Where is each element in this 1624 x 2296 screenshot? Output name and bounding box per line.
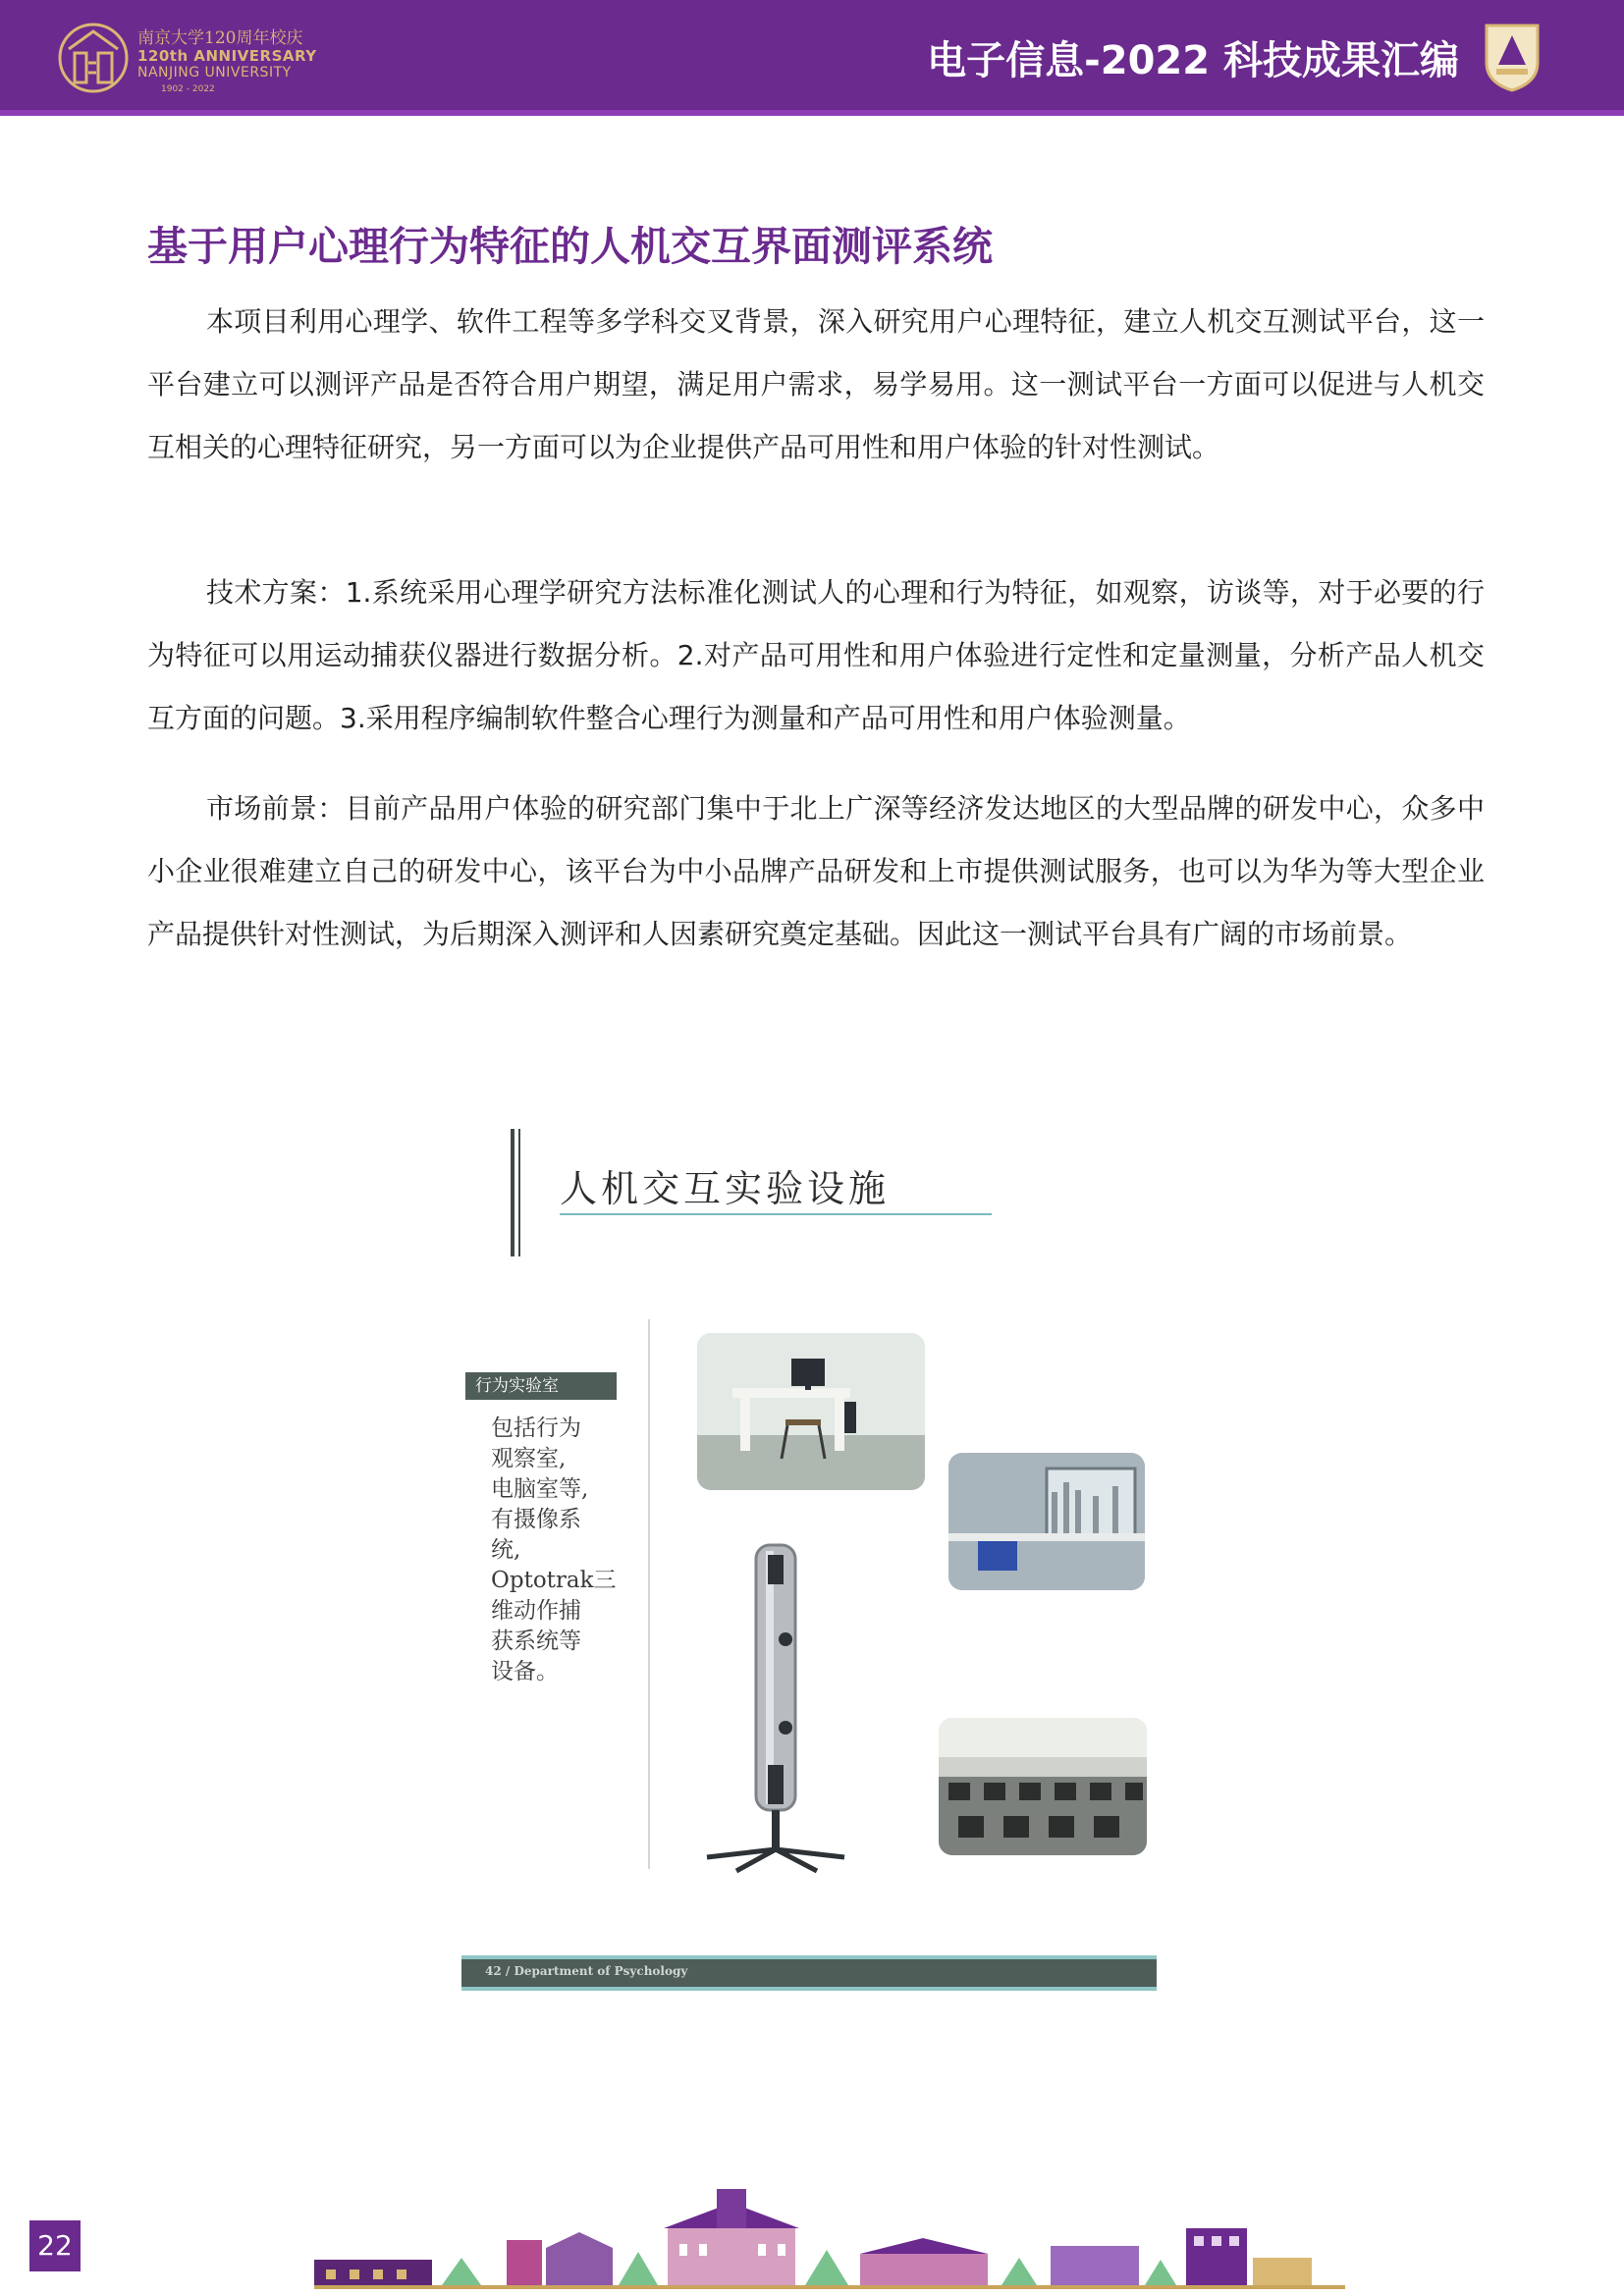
anniversary-logo xyxy=(55,20,317,102)
campus-skyline-decoration xyxy=(314,2189,1345,2296)
intro-paragraph: 本项目利用心理学、软件工程等多学科交叉背景，深入研究用户心理特征，建立人机交互测试平台，这一平台建立可以测评产品是否符合用户期望，满足用户需求，易学易用。这一测试平台一方面可以促进与人机交互相关的心理特征研究，另一方面可以为企业提供产品可用性和用户体验的针对性测试。 xyxy=(147,305,1485,463)
logo-line-1: 南京大学120周年校庆 xyxy=(137,28,303,48)
article-title: 基于用户心理行为特征的人机交互界面测评系统 xyxy=(147,223,993,270)
logo-line-2: 120th ANNIVERSARY xyxy=(137,47,317,65)
figure-title: 人机交互实验设施 xyxy=(560,1167,891,1210)
page-header xyxy=(0,0,1624,116)
figure-title-underline xyxy=(560,1213,992,1215)
market-outlook-paragraph: 市场前景：目前产品用户体验的研究部门集中于北上广深等经济发达地区的大型品牌的研发中心，众多中小企业很难建立自己的研发中心，该平台为中小品牌产品研发和上市提供测试服务，也可以为华为等大型企业产品提供针对性测试，为后期深入测评和人因素研究奠定基础。因此这一测试平台具有广阔的市场前景。 xyxy=(147,792,1485,950)
header-title: 电子信息-2022 科技成果汇编 xyxy=(927,38,1459,83)
figure-accent-bar xyxy=(511,1129,514,1256)
page-number: 22 xyxy=(29,2220,81,2271)
behavior-lab-photo xyxy=(697,1333,925,1490)
logo-line-4: 1902 - 2022 xyxy=(161,84,215,94)
lab-tag: 行为实验室 xyxy=(465,1372,617,1400)
computer-room-photo xyxy=(939,1718,1147,1855)
observation-room-photo xyxy=(948,1453,1145,1590)
hci-lab-figure xyxy=(461,1119,1168,2042)
figure-footer-text: 42 / Department of Psychology xyxy=(485,1964,688,1978)
technical-plan-paragraph: 技术方案：1.系统采用心理学研究方法标准化测试人的心理和行为特征，如观察，访谈等，对于必要的行为特征可以用运动捕获仪器进行数据分析。2.对产品可用性和用户体验进行定性和定量测量，分析产品人机交互方面的问题。3.采用程序编制软件整合心理行为测量和产品可用性和用户体验测量。 xyxy=(147,576,1485,734)
figure-divider xyxy=(648,1319,650,1869)
figure-footer-bar xyxy=(461,1955,1157,1991)
figure-accent-bar-thin xyxy=(518,1129,520,1256)
university-crest-icon xyxy=(1483,22,1542,92)
optotrak-device-icon xyxy=(687,1541,854,1875)
logo-line-3: NANJING UNIVERSITY xyxy=(137,65,292,80)
lab-description: 包括行为 观察室, 电脑室等, 有摄像系 统, Optotrak三 维动作捕 获系统等 设备。 xyxy=(491,1415,617,1684)
anniversary-emblem-icon xyxy=(55,20,132,96)
header-strip xyxy=(0,110,1624,116)
